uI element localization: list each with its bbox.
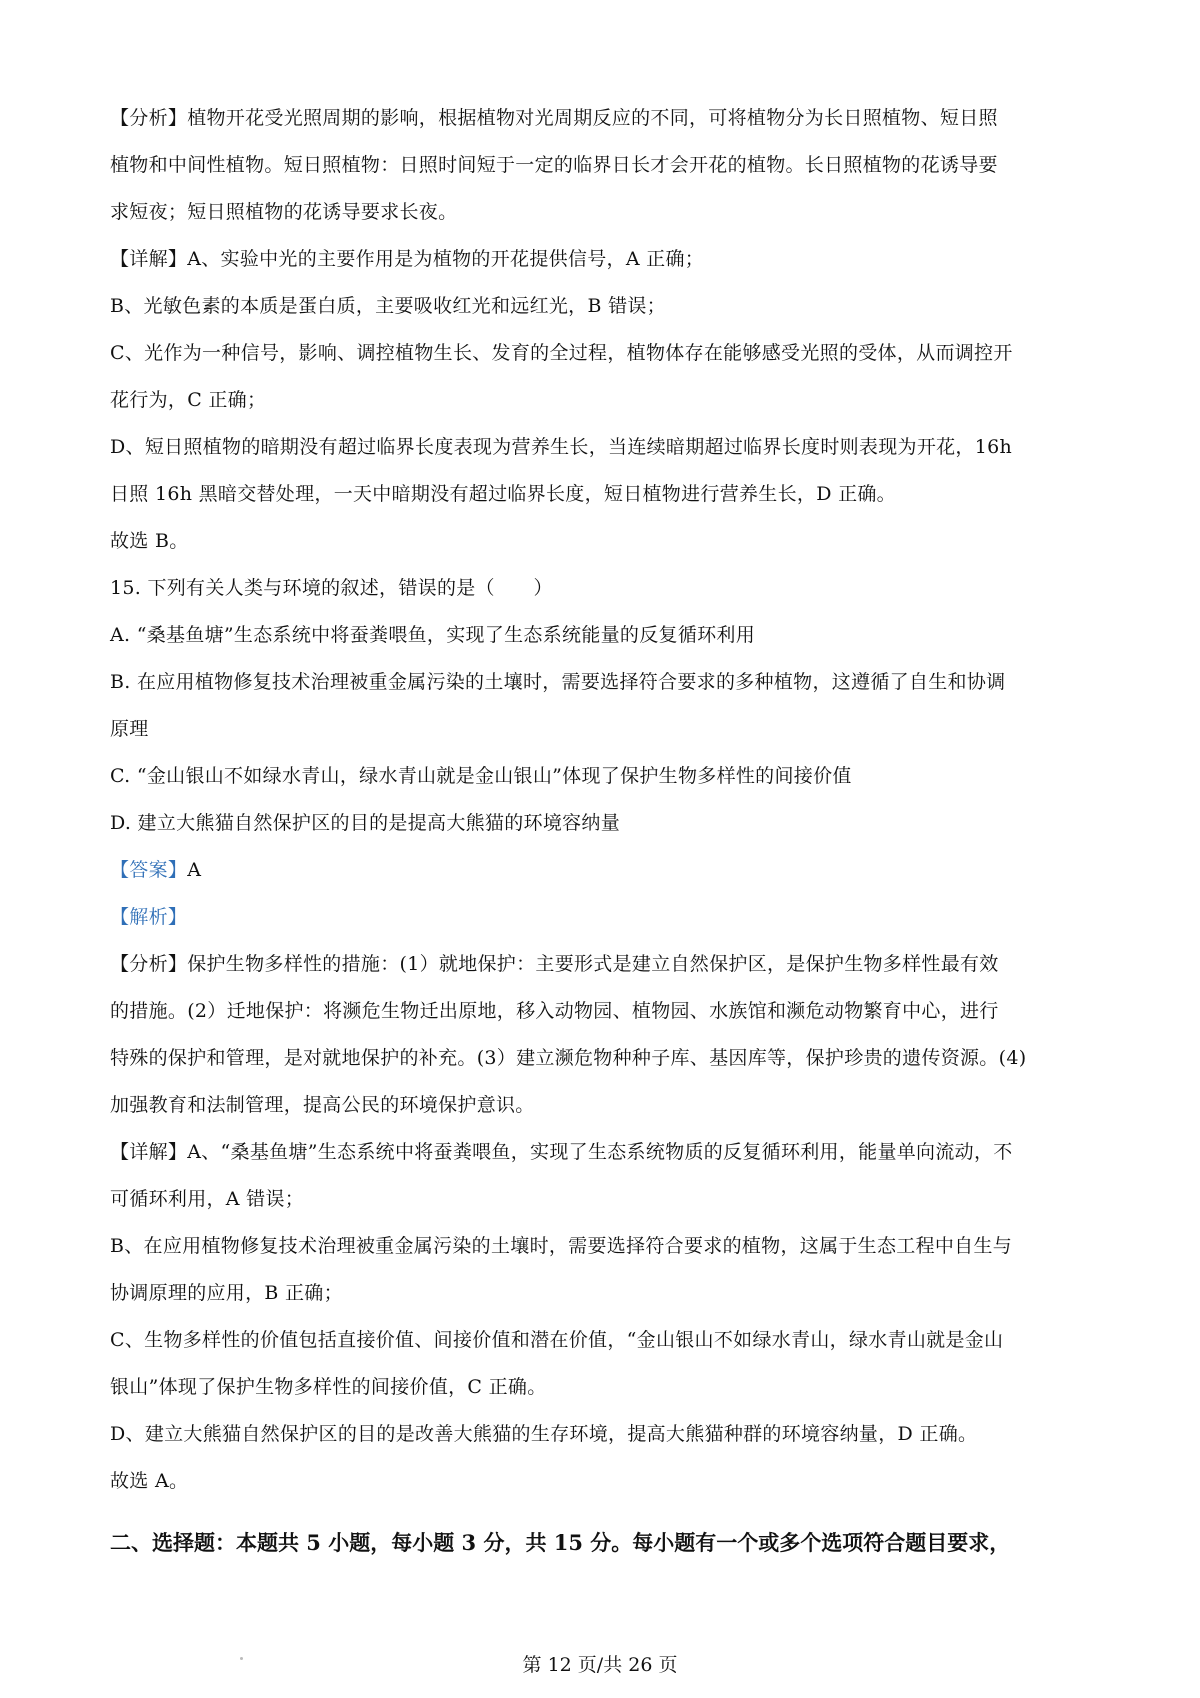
text-line: 日照 16h 黑暗交替处理，一天中暗期没有超过临界长度，短日植物进行营养生长，D 正确。 [110, 483, 896, 505]
text-line: C、生物多样性的价值包括直接价值、间接价值和潜在价值，“金山银山不如绿水青山，绿水青山就是金山 [110, 1329, 1004, 1351]
text-line: 植物和中间性植物。短日照植物：日照时间短于一定的临界日长才会开花的植物。长日照植物的花诱导要 [110, 154, 998, 176]
text-line: 【分析】保护生物多样性的措施：(1）就地保护：主要形式是建立自然保护区，是保护生物多样性最有效 [110, 953, 999, 975]
text-line: 可循环利用，A 错误； [110, 1188, 305, 1210]
text-line: 故选 B。 [110, 530, 189, 552]
option-b-cont: 原理 [110, 718, 149, 740]
option-b: B. 在应用植物修复技术治理被重金属污染的土壤时，需要选择符合要求的多种植物，这遵循了自生和协调 [110, 671, 1006, 693]
section-heading: 二、选择题：本题共 5 小题，每小题 3 分，共 15 分。每小题有一个或多个选项符合题目要求， [110, 1530, 1011, 1555]
analysis-tag: 【解析】 [110, 906, 188, 928]
text-line: B、在应用植物修复技术治理被重金属污染的土壤时，需要选择符合要求的植物，这属于生态工程中自生与 [110, 1235, 1013, 1257]
text-line: C、光作为一种信号，影响、调控植物生长、发育的全过程，植物体存在能够感受光照的受体，从而调控开 [110, 342, 1013, 364]
text-line: 银山”体现了保护生物多样性的间接价值，C 正确。 [110, 1376, 547, 1398]
text-line: 的措施。(2）迁地保护：将濒危生物迁出原地，移入动物园、植物园、水族馆和濒危动物繁育中心，进行 [110, 1000, 999, 1022]
text-line: 协调原理的应用，B 正确； [110, 1282, 343, 1304]
option-d: D. 建立大熊猫自然保护区的目的是提高大熊猫的环境容纳量 [110, 812, 621, 834]
text-line: D、短日照植物的暗期没有超过临界长度表现为营养生长，当连续暗期超过临界长度时则表现为开花，16h [110, 436, 1013, 458]
text-line: 【分析】植物开花受光照周期的影响，根据植物对光周期反应的不同，可将植物分为长日照植物、短日照 [110, 107, 998, 129]
text-line: D、建立大熊猫自然保护区的目的是改善大熊猫的生存环境，提高大熊猫种群的环境容纳量，D 正确。 [110, 1423, 978, 1445]
text-line: 【详解】A、“桑基鱼塘”生态系统中将蚕粪喂鱼，实现了生态系统物质的反复循环利用，能量单向流动，不 [110, 1141, 1013, 1163]
analysis-line [110, 894, 1105, 941]
text-line: 加强教育和法制管理，提高公民的环境保护意识。 [110, 1094, 535, 1116]
option-a: A. “桑基鱼塘”生态系统中将蚕粪喂鱼，实现了生态系统能量的反复循环利用 [110, 624, 756, 646]
text-line: 花行为，C 正确； [110, 389, 267, 411]
page-content [110, 95, 1105, 1505]
text-line: 【详解】A、实验中光的主要作用是为植物的开花提供信号，A 正确； [110, 248, 705, 270]
text-line: 求短夜；短日照植物的花诱导要求长夜。 [110, 201, 458, 223]
answer-value: A [187, 859, 202, 881]
page-footer: 第 12 页/共 26 页 [522, 1654, 678, 1676]
text-line: 特殊的保护和管理，是对就地保护的补充。(3）建立濒危物种种子库、基因库等，保护珍贵的遗传资源。(4) [110, 1047, 1027, 1069]
question-stem: 15. 下列有关人类与环境的叙述，错误的是（ ） [110, 577, 553, 599]
answer-line [110, 847, 1105, 894]
text-line: B、光敏色素的本质是蛋白质，主要吸收红光和远红光，B 错误； [110, 295, 666, 317]
option-c: C. “金山银山不如绿水青山，绿水青山就是金山银山”体现了保护生物多样性的间接价值 [110, 765, 852, 787]
answer-tag: 【答案】 [110, 859, 188, 881]
text-line: 故选 A。 [110, 1470, 189, 1492]
